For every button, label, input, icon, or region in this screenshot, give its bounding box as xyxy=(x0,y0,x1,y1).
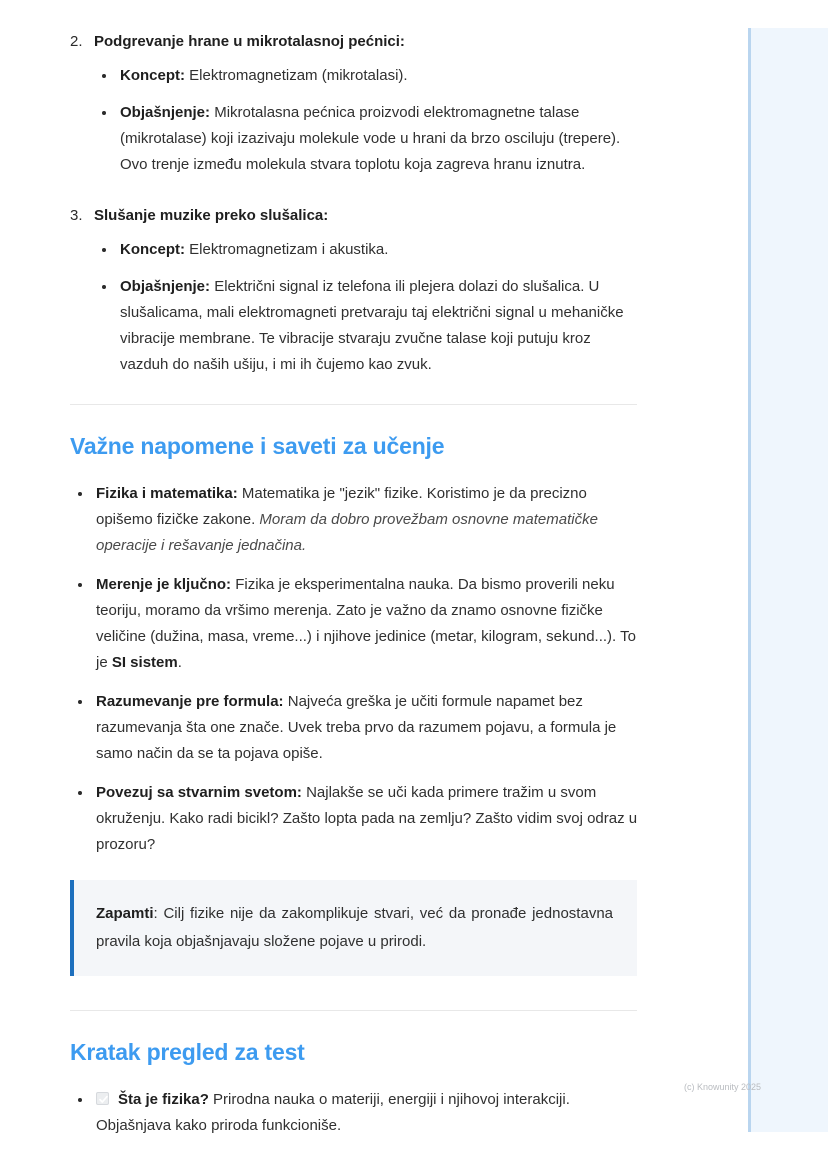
list-item xyxy=(70,481,638,559)
list-item xyxy=(70,572,638,676)
bullet-text: Elektromagnetizam i akustika. xyxy=(185,241,389,258)
bullet-text: Matematika je "jezik" fizike. Koristimo je da precizno opišemo fizičke zakone. xyxy=(96,485,587,528)
section-divider xyxy=(70,1010,637,1011)
bullet-text: Mikrotalasna pećnica proizvodi elektromagnetne talase (mikrotalase) koji izazivaju molekule vode u hrani da brzo osciluju (trepere). Ovo trenje između molekula stvara toplotu koja zagreva hranu iznutra. xyxy=(120,104,621,173)
callout-text: : Cilj fizike nije da zakomplikuje stvari, već da pronađe jednostavna pravila koja objašnjavaju složene pojave u prirodi. xyxy=(96,905,613,950)
review-item-label: Šta je fizika? xyxy=(118,1091,209,1108)
review-item-text: Prirodna nauka o materiji, energiji i njihovoj interakciji. Objašnjava kako priroda funkcioniše. xyxy=(96,1091,570,1134)
list-item xyxy=(70,780,638,858)
bullet-emphasis: Moram da dobro provežbam osnovne matematičke operacije i rešavanje jednačina. xyxy=(96,511,598,554)
sub-bullet-list xyxy=(94,237,638,378)
right-accent-strip-edge xyxy=(748,28,751,1132)
bullet-text: Najveća greška je učiti formule napamet bez razumevanja šta one znače. Uvek treba prvo da razumem pojavu, a formula je samo način da se ta pojava opiše. xyxy=(96,693,617,762)
callout-label: Zapamti xyxy=(96,905,154,922)
list-item-title: Slušanje muzike preko slušalica: xyxy=(94,207,329,224)
list-item xyxy=(94,237,638,263)
tips-list xyxy=(70,481,638,858)
list-item xyxy=(70,689,638,767)
bullet-label: Povezuj sa stvarnim svetom: xyxy=(96,784,302,801)
section-heading-tips: Važne napomene i saveti za učenje xyxy=(70,433,445,459)
section-heading-review: Kratak pregled za test xyxy=(70,1039,305,1065)
bullet-tail: . xyxy=(177,654,182,671)
remember-callout xyxy=(70,880,637,976)
sub-bullet-list xyxy=(94,63,638,178)
bullet-label: Objašnjenje: xyxy=(120,278,211,295)
bullet-label: Razumevanje pre formula: xyxy=(96,693,284,710)
bullet-label: Objašnjenje: xyxy=(120,104,211,121)
review-list-item xyxy=(70,1087,638,1139)
bullet-text: Električni signal iz telefona ili plejera dolazi do slušalica. U slušalicama, mali elektromagneti pretvaraju taj električni signal u mehaničke vibracije membrane. Te vibracije stvaraju zvučne talase koji putuju kroz vazduh do naših ušiju, i mi ih čujemo kao zvuk. xyxy=(120,278,624,373)
list-item xyxy=(94,274,638,378)
list-item-title: Podgrevanje hrane u mikrotalasnoj pećnici: xyxy=(94,33,405,50)
list-item-number: 3. xyxy=(70,207,83,224)
bullet-label: Fizika i matematika: xyxy=(96,485,238,502)
footer-copyright: (c) Knowunity 2025 xyxy=(684,1082,762,1092)
bullet-text: Fizika je eksperimentalna nauka. Da bismo proverili neku teoriju, moramo da vršimo merenja. Zato je važno da znamo osnovne fizičke veličine (dužina, masa, vreme...) i njihove jedinice (metar, kilogram, sekund...). To je xyxy=(96,576,636,671)
section-divider xyxy=(70,404,637,405)
list-item xyxy=(94,100,638,178)
bullet-label: Merenje je ključno: xyxy=(96,576,232,593)
checkbox-checked-icon[interactable] xyxy=(96,1092,109,1105)
list-item xyxy=(70,204,638,378)
bullet-strong-tail: SI sistem xyxy=(111,654,178,671)
callout-paragraph xyxy=(96,900,613,956)
bullet-label: Koncept: xyxy=(120,67,185,84)
list-item xyxy=(94,63,638,89)
right-accent-strip xyxy=(748,28,828,1132)
bullet-text: Elektromagnetizam (mikrotalasi). xyxy=(185,67,408,84)
bullet-text: Najlakše se uči kada primere tražim u svom okruženju. Kako radi bicikl? Zašto lopta pada na zemlju? Zašto vidim svoj odraz u prozoru? xyxy=(96,784,638,853)
numbered-example-list xyxy=(70,30,638,378)
list-item xyxy=(70,30,638,178)
bullet-label: Koncept: xyxy=(120,241,185,258)
list-item-number: 2. xyxy=(70,33,83,50)
